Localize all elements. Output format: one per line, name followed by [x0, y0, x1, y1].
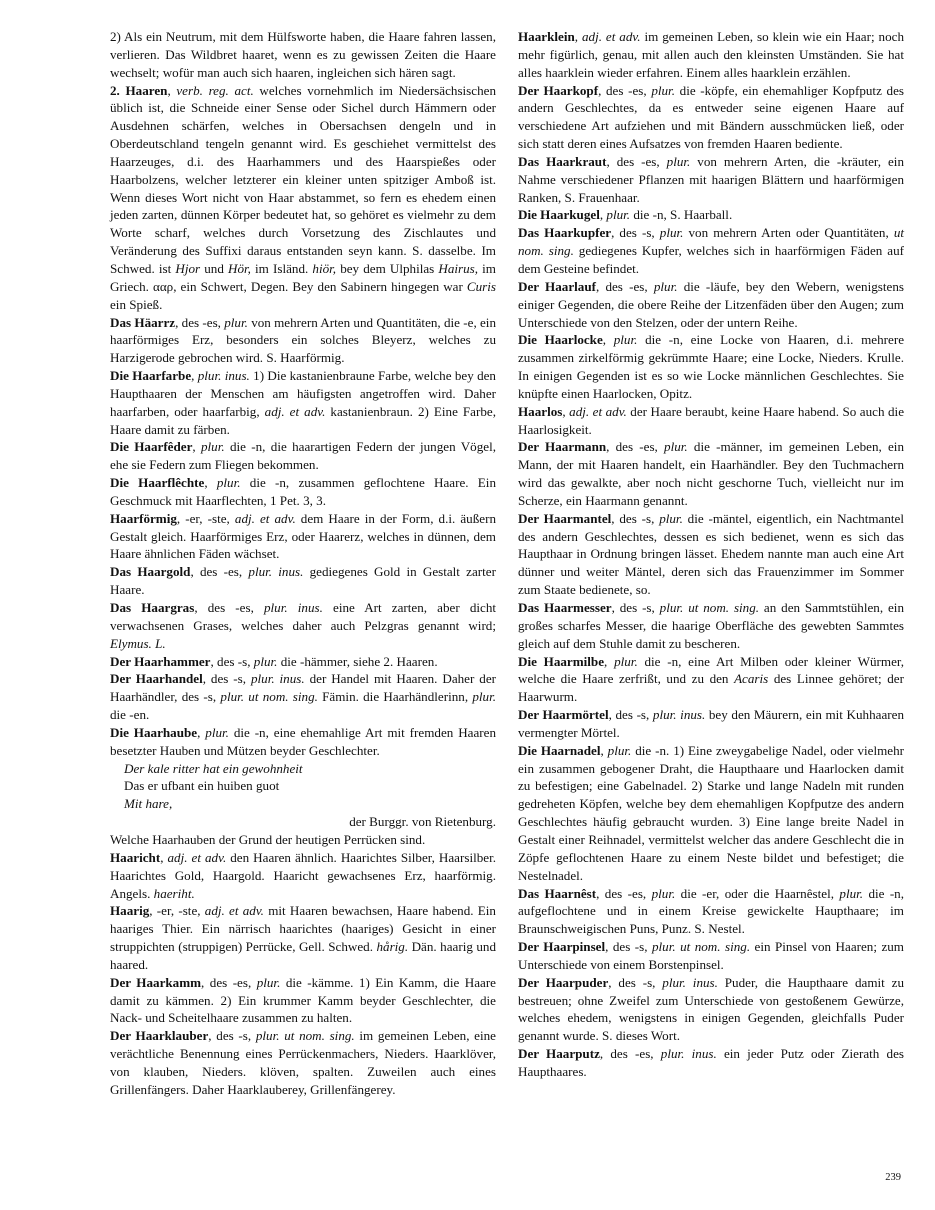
grammar-note: plur. inus.: [250, 671, 305, 687]
headword: Haaricht: [110, 849, 161, 865]
entry-text: 2) Als ein Neutrum, mit dem Hülfsworte haben, die Haare fahren lassen, verlieren. Das Wildbret haaret, wenn es zu gewissen Zeiten die Haare wechselt; wofür man auch sich haaren, ingleichen sich hären sagt.: [110, 29, 496, 80]
entry-text: ,: [204, 475, 217, 491]
headword: Der Haarklauber: [110, 1028, 209, 1044]
grammar-note: plur. inus.: [652, 707, 706, 723]
grammar-note: hiör,: [312, 260, 337, 276]
quote-text: Der kale ritter hat ein gewohnheit: [124, 760, 303, 776]
dictionary-entry: [518, 510, 904, 599]
headword: Die Haarfêder: [110, 439, 193, 455]
grammar-note: plur.: [606, 207, 631, 223]
entry-text: die -kämme. 1) Ein Kamm, die Haare damit zu kämmen. 2) Ein krummer Kamm beyder Geschlechter, die Nack- und Scheitelhaare zusammen zu halten.: [110, 974, 496, 1026]
entry-text: die -er, oder die Haarnêstel,: [675, 885, 840, 901]
left-entries: [110, 28, 496, 760]
grammar-note: plur. ut nom. sing.: [255, 1028, 355, 1044]
entry-text: die -n, die haarartigen Federn der jungen Vögel, ehe sie Federn zum Fliegen bekommen.: [110, 439, 496, 473]
entry-text: von mehrern Arten oder Quantitäten,: [683, 225, 894, 241]
entry-text: , -er, -ste,: [149, 903, 205, 919]
entry-text: , des -s,: [208, 1028, 256, 1044]
entry-text: , des -es,: [596, 885, 652, 901]
grammar-note: plur.: [651, 82, 675, 98]
grammar-note: Hjor: [175, 260, 201, 276]
grammar-note: hårig.: [376, 939, 409, 955]
grammar-note: plur.: [659, 510, 683, 526]
entry-text: , des -s,: [210, 653, 254, 669]
headword: Die Haarkugel: [518, 207, 600, 223]
entry-text: ,: [191, 368, 198, 384]
headword: Haarig: [110, 903, 150, 919]
grammar-note: plur.: [224, 314, 248, 330]
grammar-note: plur. inus.: [263, 600, 323, 615]
headword: Der Haarhammer: [110, 653, 211, 669]
entry-text: der Haare beraubt, keine Haare habend. So auch die Haarlosigkeit.: [518, 403, 905, 437]
entry-text: die -n, eine Locke von Haaren, d.i. mehrere zusammen zirkelförmig gekrümmte Haare; eine Locke, Nieders. Krulle. In einigen Gegenden ist es so wie Locke männlichen Geschlechtes. Sie knüpfte einen Haarlocken, Opitz.: [518, 332, 904, 401]
entry-text: von mehrern Arten, die -kräuter, ein Nahme verschiedener Pflanzen mit haarigen Blättern und haarförmigen Ranken, S. Frauenhaar.: [518, 153, 904, 205]
dictionary-entry: [518, 403, 904, 439]
dictionary-entry: [110, 1027, 496, 1098]
grammar-note: plur.: [664, 439, 688, 455]
entry-text: des Linnee gehöret; der Haarwurm.: [518, 671, 904, 705]
grammar-note: plur. inus.: [660, 1046, 717, 1062]
entry-text: gediegenes Gold in Gestalt zarter Haare.: [110, 564, 496, 598]
headword: Das Haarnêst: [518, 885, 597, 901]
entry-text: ,: [602, 332, 614, 348]
left-column: [110, 28, 496, 1099]
headword: Die Haarhaube: [110, 724, 198, 740]
dictionary-entry: [110, 831, 496, 849]
entry-text: , des -es,: [599, 1046, 661, 1062]
entry-text: die -läufe, bey den Webern, wenigstens einiger Gegenden, die obere Reihe der Litzenfäden über den Augen; zum Unterschiede von den Stelzen, oder der untern Reihe.: [518, 278, 904, 330]
grammar-note: Acaris: [734, 671, 769, 687]
dictionary-entry: [518, 82, 904, 153]
entry-text: Puder, die Haupthaare damit zu bestreuen; ohne Zweifel zum Unterschiede von gestoßenem Gewürze, welches ehedem, wenigstens in einigen Gegenden, gleichfalls Puder genannt wurde. S. dieses Wort.: [518, 974, 904, 1044]
dictionary-entry: [110, 902, 496, 973]
headword: Der Haarpinsel: [518, 939, 606, 955]
entry-text: kastanienbraun. 2) Eine Farbe, Haare damit zu färben.: [110, 403, 496, 437]
grammar-note: adj. et adv.: [264, 403, 326, 419]
grammar-note: adj. et adv.: [204, 903, 264, 919]
dictionary-entry: [110, 28, 496, 82]
entry-text: , des -s,: [605, 939, 652, 955]
grammar-note: plur.: [472, 689, 496, 705]
dictionary-entry: [518, 706, 904, 742]
headword: Das Haargras: [110, 600, 195, 615]
grammar-note: Curis: [466, 278, 496, 294]
headword: Der Haarmann: [518, 439, 607, 455]
entry-text: den Haaren ähnlich. Haarichtes Silber, Haarsilber. Haarichtes Gold, Haargold. Haaricht gewachsenes Erz, haarförmig. Angels.: [110, 849, 496, 901]
quote-text: Mit hare,: [124, 796, 173, 812]
entry-text: ,: [160, 849, 168, 865]
headword: Die Haarflêchte: [110, 475, 205, 491]
entry-text: , des -es,: [606, 439, 665, 455]
entry-text: dem Haare in der Form, d.i. äußern Gestalt gleich. Haarförmiges Erz, oder Haarerz, welches in dünnen, dem Haare ähnlichen Fäden wächset.: [110, 510, 496, 562]
entry-text: ,: [604, 653, 615, 669]
entry-text: die -n, S. Haarball.: [630, 207, 733, 223]
entry-text: welches vornehmlich im Niedersächsischen üblich ist, die Schneide einer Sense oder Sichel durch Hämmern oder Ausdehnen schärfen, welches in Obersachsen dengeln und in Oberdeutschland tengeln genannt wird. Es geschiehet vermittelst des Haarzeuges, d.i. des Haarhammers und des Haarspießes oder Haarbolzens, welcher letzterer ein kleiner unten spitziger Amboß ist. Wenn dieses Wort nicht von Haar abstammet, so fern es ehedem einen jeden zarten, dünnen Körper bedeutet hat, so gehöret es vielmehr zu dem Worte scharf, welches durch Vorsetzung des Zischlautes und Veränderung des Suffixi daraus entstanden seyn kann. S. dasselbe. Im Schwed. ist: [110, 82, 496, 276]
right-column: [518, 28, 904, 1081]
entry-text: Dän. haarig und haared.: [110, 939, 496, 972]
entry-text: im gemeinen Leben, eine verächtliche Benennung eines Perrückenmachers, Nieders. Haarklöver, von klauben, Nieders. klöven, spalten. Zuweilen auch eines Grillenfängers. Daher Haarklauberey, Grillenfängerey.: [110, 1028, 496, 1097]
dictionary-entry: [110, 82, 496, 314]
entry-text: , des -es,: [201, 974, 257, 990]
headword: Die Haarnadel: [518, 742, 601, 758]
grammar-note: plur.: [614, 653, 638, 669]
page-number: 239: [885, 1172, 901, 1183]
left-entries-after: [110, 831, 496, 1099]
grammar-note: Elymus. L.: [110, 635, 166, 651]
dictionary-entry: [110, 314, 496, 368]
grammar-note: plur. ut nom. sing.: [220, 689, 318, 705]
entry-text: eine Art zarten, aber dicht verwachsenen Grases, welches daher auch Pelzgras genannt wird;: [110, 600, 497, 633]
grammar-note: plur.: [256, 974, 281, 990]
headword: Haarlos: [518, 403, 563, 419]
dictionary-entry: [518, 206, 904, 224]
headword: Die Haarmilbe: [518, 653, 605, 669]
grammar-note: plur.: [607, 742, 632, 758]
entry-text: die -hämmer, siehe 2. Haaren.: [277, 653, 438, 669]
grammar-note: plur. ut nom. sing.: [651, 939, 751, 955]
quote-text: Das er ufbant ein huiben guot: [124, 778, 280, 794]
grammar-note: adj. et adv.: [234, 510, 296, 526]
entry-text: ein Spieß.: [110, 296, 163, 312]
grammar-note: adj. et adv.: [581, 29, 641, 44]
entry-text: die -n, eine Art Milben oder kleiner Würmer, welche die Haare zerfrißt, und zu den: [518, 653, 905, 687]
dictionary-entry: [518, 742, 904, 885]
entry-text: , des -s,: [608, 974, 663, 990]
entry-text: und: [200, 260, 228, 276]
quote-line: [110, 795, 496, 813]
dictionary-entry: [110, 367, 496, 438]
quote-block: [110, 760, 496, 814]
dictionary-entry: [518, 331, 904, 402]
entry-text: ,: [197, 724, 206, 740]
entry-text: ,: [600, 742, 608, 758]
grammar-note: plur.: [659, 225, 684, 241]
dictionary-entry: [110, 510, 496, 564]
entry-text: ,: [574, 29, 582, 44]
entry-text: Fämin. die Haarhändlerinn,: [317, 689, 473, 705]
entry-text: ,: [167, 82, 177, 98]
entry-text: 1) Die kastanienbraune Farbe, welche bey den Haupthaaren der Menschen am häufigsten angetroffen wird. Daher haarfarben, oder haarfarbig,: [110, 368, 496, 419]
entry-text: an den Sammtstühlen, ein großes scharfes Messer, die haarige Oberfläche des gewebten Sammtes gleich auf dem Stuhle damit zu bescheren.: [518, 600, 904, 651]
headword: Der Haarmörtel: [518, 707, 609, 723]
entry-text: , des -s,: [611, 510, 660, 526]
headword: Das Haarmesser: [518, 600, 612, 615]
grammar-note: plur.: [205, 724, 229, 740]
grammar-note: plur. inus.: [662, 974, 718, 990]
entry-text: ,: [192, 439, 201, 455]
entry-text: die -en.: [110, 707, 150, 723]
grammar-note: adj. et adv.: [569, 403, 627, 419]
headword: Das Haargold: [110, 564, 191, 580]
grammar-note: plur.: [653, 278, 678, 294]
entry-text: im Isländ.: [250, 260, 313, 276]
headword: Der Haarkamm: [110, 974, 202, 990]
dictionary-entry: [518, 938, 904, 974]
entry-text: , des -es,: [175, 314, 225, 330]
grammar-note: plur.: [839, 885, 864, 901]
entry-text: ein jeder Putz oder Zierath des Haupthaares.: [518, 1046, 904, 1079]
entry-text: bey dem Ulphilas: [336, 260, 439, 276]
headword: Der Haarpuder: [518, 974, 609, 990]
dictionary-entry: [518, 885, 904, 939]
dictionary-entry: [518, 438, 904, 509]
entry-text: der Handel mit Haaren. Daher der Haarhändler, des -s,: [110, 671, 496, 705]
dictionary-entry: [110, 438, 496, 474]
dictionary-entry: [518, 153, 904, 207]
dictionary-entry: [518, 224, 904, 278]
entry-text: im Griech. ααρ, ein Schwert, Degen. Bey den Sabinern hingegen war: [110, 260, 496, 294]
entry-text: die -männer, im gemeinen Leben, ein Mann, der mit Haaren handelt, ein Haarhändler. Bey den Tuchmachern wird das gewalkte, aber noch nicht geschorne Tuch, vielleicht nur im Scherze, ein Haarmann genannt.: [518, 439, 904, 508]
entry-text: die -mäntel, eigentlich, ein Nachtmantel des andern Geschlechtes, dessen es sich bedienet, wenn es sich das Haupthaar in Ordnung bringen lässet. Ehedem nannte man auch eine Art dünner und weiter Mäntel, deren sich das Frauenzimmer im Sommer zum Staate bedienete, so.: [518, 510, 904, 598]
entry-text: ein Pinsel von Haaren; zum Unterschiede von einem Borstenpinsel.: [518, 939, 904, 972]
entry-text: ,: [599, 207, 607, 223]
headword: Der Haarkopf: [518, 82, 599, 98]
grammar-note: Hör,: [228, 260, 251, 276]
headword: Das Haarkupfer: [518, 225, 612, 241]
headword: 2. Haaren: [110, 82, 168, 98]
headword: Der Haarputz: [518, 1046, 600, 1062]
quote-line: [110, 777, 496, 795]
dictionary-entry: [518, 599, 904, 653]
entry-text: , des -s,: [611, 600, 660, 615]
grammar-note: plur.: [613, 332, 638, 348]
dictionary-entry: [518, 1045, 904, 1081]
entry-text: gediegenes Kupfer, welches sich in haarförmigen Fäden auf dem Gesteine befindet.: [518, 243, 904, 276]
entry-text: von mehrern Arten und Quantitäten, die -e, ein haarförmiges Erz, besonders ein solches Bleyerz, welches zu Harzigerode gebrochen wird. S. Haarförmig.: [110, 314, 496, 366]
grammar-note: ut nom. sing.: [518, 225, 904, 259]
entry-text: , des -s,: [202, 671, 251, 687]
entry-text: bey den Mäurern, ein mit Kuhhaaren vermengter Mörtel.: [518, 707, 904, 740]
headword: Der Haarhandel: [110, 671, 203, 687]
grammar-note: verb. reg. act.: [176, 82, 254, 98]
dictionary-entry: [110, 599, 496, 653]
dictionary-entry: [110, 563, 496, 599]
dictionary-entry: [110, 849, 496, 903]
entry-text: die -köpfe, ein ehemahliger Kopfputz des andern Geschlechtes, da es entweder seine eigenen Haare auf verschiedene Art aufziehen und mit Bändern ausschmücken ließ, oder sich statt deren eines Aufsatzes von fremden Haaren bediente.: [518, 82, 904, 152]
grammar-note: adj. et adv.: [167, 849, 227, 865]
grammar-note: plur.: [651, 885, 676, 901]
entry-text: , des -es,: [606, 153, 667, 169]
quote-signature: der Burggr. von Rietenburg.: [349, 814, 496, 830]
entry-text: die -n, zusammen geflochtene Haare. Ein Geschmuck mit Haarflechten, 1 Pet. 3, 3.: [110, 475, 496, 508]
entry-text: die -n. 1) Eine zweygabelige Nadel, oder vielmehr ein zusammen gebogener Draht, die Haupthaare und Haarlocken damit zu befestigen; eine Gabelnadel. 2) Starke und lange Nadeln mit runden gedreheten Köpfen, welche bey dem ehemahligen Kopfputze des andern Geschlechtes häufig gebraucht wurden. 3) Eine lange breite Nadel in Gestalt einer Reihnadel, vermittelst welcher das andere Geschlecht die in Zöpfe geflochtenen Haare zu einem Neste bildet und befestiget; die Nestelnadel.: [518, 742, 904, 883]
dictionary-entry: [518, 28, 904, 82]
quote-line: [110, 760, 496, 778]
entry-text: , -er, -ste,: [176, 510, 235, 526]
dictionary-entry: [518, 653, 904, 707]
entry-text: , des -es,: [194, 600, 264, 615]
dictionary-entry: [110, 653, 496, 671]
dictionary-entry: [518, 278, 904, 332]
headword: Das Haarkraut: [518, 153, 607, 169]
headword: Die Haarlocke: [518, 332, 603, 348]
entry-text: mit Haaren bewachsen, Haare habend. Ein haariges Thier. Ein närrisch haarichtes (haariges) Gesicht in einer struppichten (struppigen) Perrücke, Gell. Schwed.: [110, 903, 496, 955]
entry-text: ,: [562, 403, 570, 419]
entry-text: , des -es,: [595, 278, 654, 294]
entry-text: die -n, eine ehemahlige Art mit fremden Haaren besetzter Hauben und Mützen beyder Geschlechter.: [110, 724, 496, 758]
headword: Haarklein: [518, 29, 575, 44]
grammar-note: plur.: [200, 439, 225, 455]
grammar-note: plur.: [216, 475, 241, 491]
headword: Die Haarfarbe: [110, 368, 192, 384]
grammar-note: plur.: [253, 653, 278, 669]
entry-text: , des -es,: [598, 82, 652, 98]
dictionary-entry: [518, 974, 904, 1045]
headword: Der Haarmantel: [518, 510, 612, 526]
headword: Das Häarrz: [110, 314, 176, 330]
grammar-note: haeriht.: [153, 885, 195, 901]
headword: Der Haarlauf: [518, 278, 596, 294]
grammar-note: plur.: [666, 153, 691, 169]
grammar-note: plur. ut nom. sing.: [659, 600, 760, 615]
entry-text: , des -es,: [190, 564, 249, 580]
dictionary-entry: [110, 974, 496, 1028]
entry-text: im gemeinen Leben, so klein wie ein Haar; noch mehr figürlich, genau, mit allen auch den kleinsten Umständen. Sie hat alles haarklein wieder erfahren. Einem alles haarklein erzählen.: [518, 29, 904, 80]
dictionary-entry: [110, 474, 496, 510]
dictionary-entry: [110, 670, 496, 724]
entry-text: Welche Haarhauben der Grund der heutigen Perrücken sind.: [110, 831, 426, 847]
entry-text: , des -s,: [608, 707, 653, 723]
grammar-note: plur. inus.: [248, 564, 304, 580]
grammar-note: plur. inus.: [197, 368, 250, 384]
headword: Haarförmig: [110, 510, 177, 526]
dictionary-entry: [110, 724, 496, 760]
entry-text: die -n, aufgeflochtene und in einem Kreise gewickelte Haupthaare; im Braunschweigischen Puns, Punz. S. Nestel.: [518, 885, 905, 937]
entry-text: , des -s,: [611, 225, 660, 241]
grammar-note: Hairus,: [438, 260, 479, 276]
right-entries: [518, 28, 904, 1081]
